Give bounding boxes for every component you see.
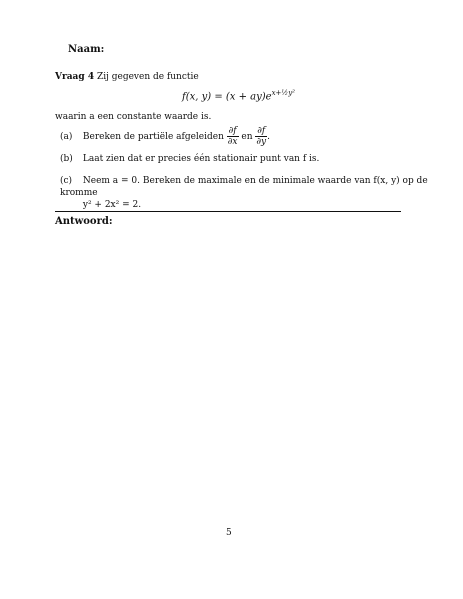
partial-y-fraction	[255, 126, 267, 147]
answer-label: Antwoord:	[55, 216, 113, 227]
item-c-line2: y² + 2x² = 2.	[82, 200, 142, 210]
partial-y-denominator: ∂y	[256, 137, 267, 147]
page-number: 5	[226, 528, 232, 538]
constant-note: waarin a een constante waarde is.	[55, 112, 212, 122]
item-c	[60, 175, 463, 211]
item-b-text: Laat zien dat er precies één stationair punt van f is.	[82, 154, 320, 164]
item-a	[60, 126, 270, 147]
item-a-end: .	[267, 132, 271, 142]
question-intro-text: Zij gegeven de functie	[96, 72, 199, 82]
partial-x-numerator: ∂f	[228, 126, 237, 136]
question-intro	[55, 72, 199, 82]
formula-base: f(x, y) = (x + ay)e	[182, 91, 272, 103]
item-c-line1: Neem a = 0. Bereken de maximale en de minimale waarde van f(x, y) op de kromme	[60, 176, 428, 198]
partial-x-fraction	[227, 126, 239, 147]
question-label: Vraag 4	[55, 72, 95, 82]
function-formula	[182, 89, 295, 102]
item-c-tag: (c)	[60, 176, 73, 186]
partial-x-denominator: ∂x	[227, 137, 238, 147]
divider-rule	[55, 211, 401, 212]
formula-exponent: x+½y²	[271, 89, 295, 97]
item-a-text: Bereken de partiële afgeleiden	[82, 132, 224, 142]
item-a-join: en	[241, 132, 253, 142]
item-b-tag: (b)	[60, 154, 73, 164]
item-a-tag: (a)	[60, 132, 73, 142]
item-b	[60, 153, 319, 165]
partial-y-numerator: ∂f	[257, 126, 266, 136]
name-label: Naam:	[68, 44, 105, 55]
